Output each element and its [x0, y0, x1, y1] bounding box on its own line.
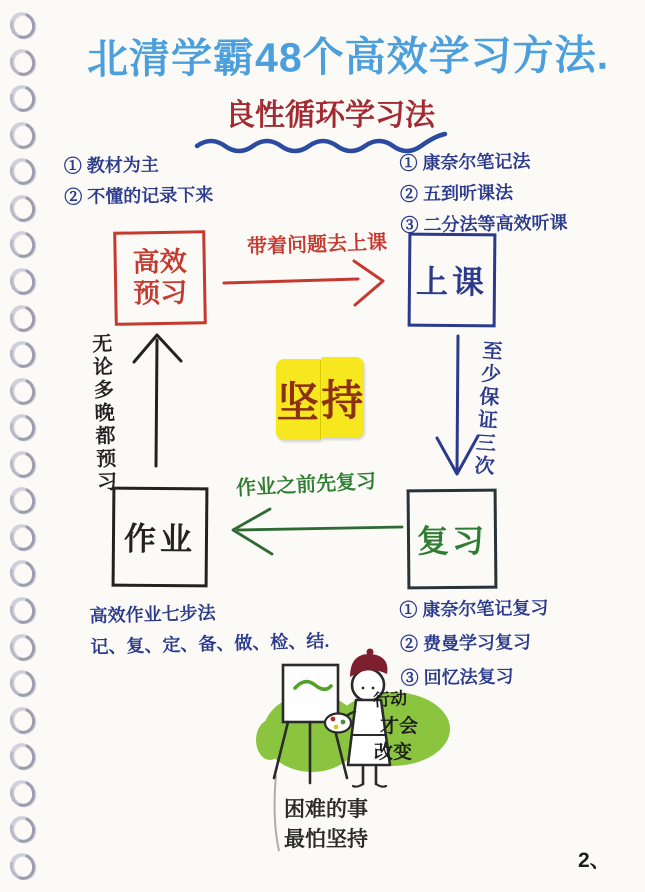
binder-ring: [6, 337, 40, 372]
binder-ring: [6, 410, 40, 445]
binder-ring: [6, 776, 40, 811]
quote-line-3: 改变: [374, 742, 413, 763]
binder-ring: [6, 520, 40, 555]
binder-rings: [10, 12, 50, 880]
binder-ring: [6, 8, 40, 43]
binder-ring: [6, 227, 40, 262]
caption-line-2: 最怕坚持: [284, 828, 368, 851]
binder-ring: [6, 191, 40, 226]
flow-box-review: 复习: [407, 489, 498, 590]
flow-box-class: 上课: [408, 233, 497, 328]
left-arrow: [226, 502, 406, 557]
binder-ring: [6, 374, 40, 409]
sticky-note-persist: [276, 357, 364, 440]
list-item: 高效作业七步法: [89, 602, 216, 627]
flow-box-preview-line2: 预习: [133, 277, 188, 309]
list-item: ② 费曼学习复习: [399, 632, 532, 655]
page-title: 北清学霸48个高效学习方法.: [86, 31, 610, 83]
binder-ring: [6, 849, 40, 884]
arrow-label-review-to-homework: 作业之前先复习: [235, 470, 377, 500]
sticky-tab-right: 持: [321, 357, 365, 438]
list-item: 记、复、定、备、做、检、结.: [90, 630, 330, 658]
binder-ring: [6, 557, 40, 592]
list-item: ① 教材为主: [63, 154, 159, 177]
binder-ring: [6, 118, 40, 153]
arrow-label-homework-to-preview: 无论多晚都预习: [88, 332, 116, 495]
list-item: ② 不懂的记录下来: [64, 184, 214, 208]
binder-ring: [6, 666, 40, 701]
arrow-label-class-to-review: 至少保证三次: [470, 339, 502, 479]
page-number: 2、: [578, 849, 611, 872]
class-notes-list: [399, 146, 568, 242]
list-item: ③ 回忆法复习: [400, 666, 514, 689]
binder-ring: [6, 81, 40, 116]
binder-ring: [6, 812, 40, 847]
binder-ring: [6, 630, 40, 665]
quote-line-1: 行动: [372, 688, 408, 711]
page-subtitle: 良性循环学习法: [225, 99, 435, 132]
arrow-label-preview-to-class: 带着问题去上课: [246, 231, 388, 259]
flow-box-preview-line1: 高效: [132, 246, 187, 278]
binder-ring: [6, 154, 40, 189]
binder-ring: [6, 703, 40, 738]
binder-ring: [6, 301, 40, 336]
binder-ring: [6, 45, 40, 80]
right-arrow: [220, 255, 390, 310]
binder-ring: [6, 264, 40, 299]
quote-line-2: 才会: [380, 716, 419, 737]
list-item: ③ 二分法等高效听课: [400, 212, 568, 236]
list-item: ① 康奈尔笔记复习: [399, 597, 549, 621]
flow-box-preview: [113, 230, 207, 326]
flow-box-homework: 作业: [112, 487, 209, 588]
preview-notes-list: [63, 149, 213, 214]
binder-ring: [6, 593, 40, 628]
list-item: ② 五到听课法: [399, 182, 514, 205]
caption-line-1: 困难的事: [284, 798, 368, 821]
list-item: ① 康奈尔笔记法: [399, 151, 531, 174]
binder-ring: [6, 739, 40, 774]
down-arrow: [433, 332, 483, 478]
binder-ring: [6, 447, 40, 482]
up-arrow: [131, 330, 185, 472]
sticky-tab-left: 坚: [276, 359, 321, 440]
binder-ring: [6, 483, 40, 518]
